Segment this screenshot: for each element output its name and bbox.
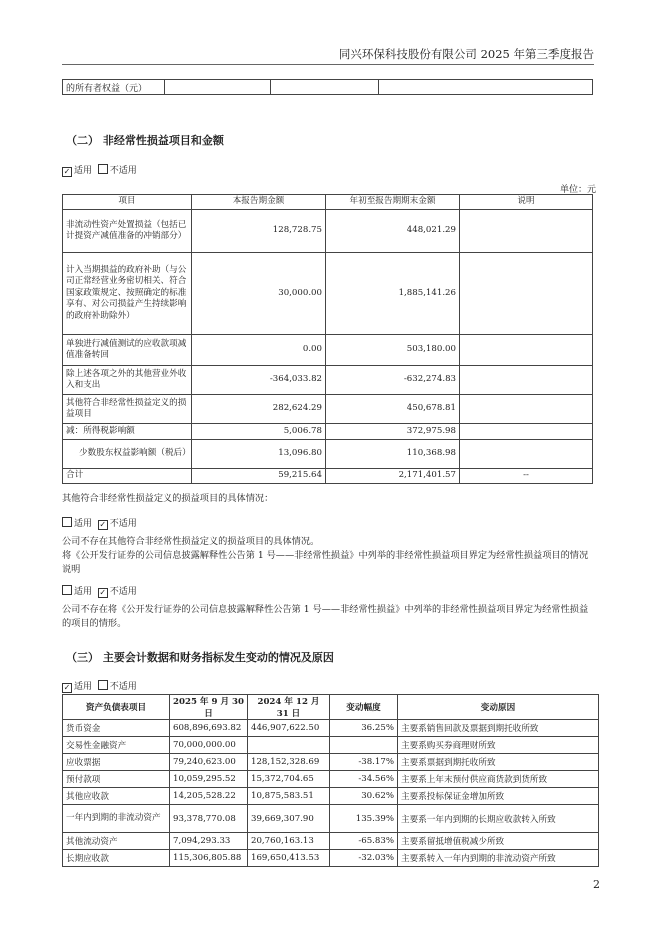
table-row: 计入当期损益的政府补助（与公司正常经营业务密切相关、符合国家政策规定、按照确定的标准享有、对公司损益产生持续影响的政府补助除外） 30,000.00 1,885,141.26 <box>63 253 593 335</box>
page-number: 2 <box>593 878 600 891</box>
unchecked-checkbox-icon <box>98 164 108 174</box>
table-row: 其他流动资产 7,094,293.33 20,760,163.13 -65.83% 主要系留抵增值税减少所致 <box>63 833 599 850</box>
unit-label: 单位：元 <box>559 185 596 195</box>
table-row: 一年内到期的非流动资产 93,378,770.08 39,669,307.90 135.39% 主要系一年内到期的长期应收款转入所致 <box>63 805 599 833</box>
section3-applicability: ✓ 适用 不适用 <box>63 682 137 692</box>
gov-notice-text: 公司不存在将《公开发行证券的公司信息披露解释性公告第 1 号——非经常性损益》中列举的非经常性损益项目界定为经常性损益的项目的情形。 <box>62 604 589 629</box>
gov-notice-label: 将《公开发行证券的公司信息披露解释性公告第 1 号——非经常性损益》中列举的非经常性损益项目界定为经常性损益项目的情况说明 <box>62 550 589 575</box>
table-row: 非流动性资产处置损益（包括已计提资产减值准备的冲销部分） 128,728.75 448,021.29 <box>63 210 593 253</box>
unchecked-checkbox-icon <box>98 680 108 690</box>
table-row: 长期应收款 115,306,805.88 169,650,413.53 -32.03% 主要系转入一年内到期的非流动资产所致 <box>63 850 599 867</box>
table-row-total: 合计 59,215.64 2,171,401.57 -- <box>63 469 593 484</box>
header-rule <box>62 64 594 65</box>
checked-checkbox-icon: ✓ <box>99 520 107 529</box>
table-row: 其他符合非经常性损益定义的损益项目 282,624.29 450,678.81 <box>63 395 593 424</box>
section2-applicability: ✓ 适用 不适用 <box>63 166 137 176</box>
table-row: 少数股东权益影响额（税后） 13,096.80 110,368.98 <box>63 440 593 469</box>
gov-notice-applicability: 适用 ✓ 不适用 <box>62 584 137 598</box>
table-row: 预付款项 10,059,295.52 15,372,704.65 -34.56% 主要系上年末预付供应商货款到货所致 <box>63 771 599 788</box>
other-def-text: 公司不存在其他符合非经常性损益定义的损益项目的具体情况。 <box>62 536 320 547</box>
section2-title: （二） 非经常性损益项目和金额 <box>66 134 224 147</box>
table-header-row: 资产负债表项目 2025 年 9 月 30 日 2024 年 12 月 31 日 变动幅度 变动原因 <box>63 695 599 720</box>
table-row: 除上述各项之外的其他营业外收入和支出 -364,033.82 -632,274.83 <box>63 366 593 395</box>
balance-change-table <box>62 694 599 867</box>
prev-table-label: 的所有者权益（元） <box>63 80 165 95</box>
table-header-row: 项目 本报告期金额 年初至报告期期末金额 说明 <box>63 195 593 210</box>
table-row: 其他应收款 14,205,528.22 10,875,583.51 30.62% 主要系投标保证金增加所致 <box>63 788 599 805</box>
section3-title: （三） 主要会计数据和财务指标发生变动的情况及原因 <box>66 651 334 664</box>
table-row: 交易性金融资产 70,000,000.00 主要系购买券商理财所致 <box>63 737 599 754</box>
unchecked-checkbox-icon <box>62 517 72 527</box>
checked-checkbox-icon: ✓ <box>63 683 71 692</box>
prev-table-fragment <box>62 79 593 95</box>
unchecked-checkbox-icon <box>62 585 72 595</box>
page-header: 同兴环保科技股份有限公司 2025 年第三季度报告 <box>338 47 594 61</box>
table-row: 减：所得税影响额 5,006.78 372,975.98 <box>63 424 593 440</box>
table-row: 单独进行减值测试的应收款项减值准备转回 0.00 503,180.00 <box>63 335 593 366</box>
checked-checkbox-icon: ✓ <box>99 588 107 597</box>
other-def-label: 其他符合非经常性损益定义的损益项目的具体情况： <box>62 493 274 504</box>
checked-checkbox-icon: ✓ <box>63 167 71 176</box>
table-row: 应收票据 79,240,623.00 128,152,328.69 -38.17% 主要系票据到期托收所致 <box>63 754 599 771</box>
other-def-applicability: 适用 ✓ 不适用 <box>62 516 137 530</box>
non-recurring-table <box>62 194 593 484</box>
table-row: 货币资金 608,896,693.82 446,907,622.50 36.25% 主要系销售回款及票据到期托收所致 <box>63 720 599 737</box>
